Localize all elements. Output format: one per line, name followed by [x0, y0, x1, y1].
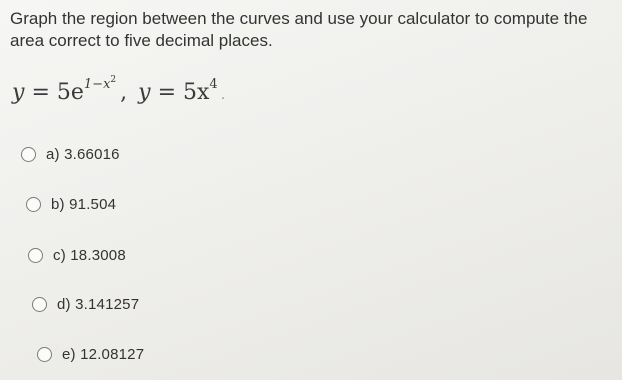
radio-a[interactable]	[21, 147, 36, 162]
formula-trailing: .	[220, 87, 226, 103]
question-text: Graph the region between the curves and use your calculator to compute the area correct to five decimal places.	[10, 9, 588, 50]
answer-option-b[interactable]	[26, 196, 116, 213]
formula-y2-power: 4	[209, 77, 218, 92]
formula-y1-exp-power: 2	[110, 75, 117, 85]
answer-option-b-label: b) 91.504	[51, 196, 117, 213]
answer-option-d-label: d) 3.141257	[57, 296, 140, 313]
formula-y2-coef: 5x	[183, 80, 210, 105]
radio-d[interactable]	[32, 297, 47, 312]
curve-equations	[12, 75, 226, 105]
formula-separator: ,	[120, 80, 128, 105]
radio-b[interactable]	[26, 197, 41, 212]
formula-y1-coef: 5e	[56, 80, 84, 105]
radio-c[interactable]	[28, 248, 43, 263]
formula-y2-equals: =	[157, 80, 177, 105]
formula-y1-var: y	[12, 80, 25, 105]
formula-y1-equals: =	[31, 80, 50, 105]
answer-option-a-label: a) 3.66016	[46, 146, 120, 163]
answer-option-a[interactable]	[21, 146, 120, 163]
formula-y1-exponent	[84, 77, 116, 92]
radio-e[interactable]	[37, 347, 52, 362]
answer-option-d[interactable]	[32, 296, 139, 313]
answer-option-c-label: c) 18.3008	[53, 247, 126, 264]
formula-y1-exp-base: 1−x	[83, 77, 111, 92]
answer-option-e-label: e) 12.08127	[62, 346, 145, 363]
formula-y2-var: y	[138, 80, 151, 105]
answer-option-c[interactable]	[28, 247, 126, 264]
answer-option-e[interactable]	[37, 346, 144, 363]
